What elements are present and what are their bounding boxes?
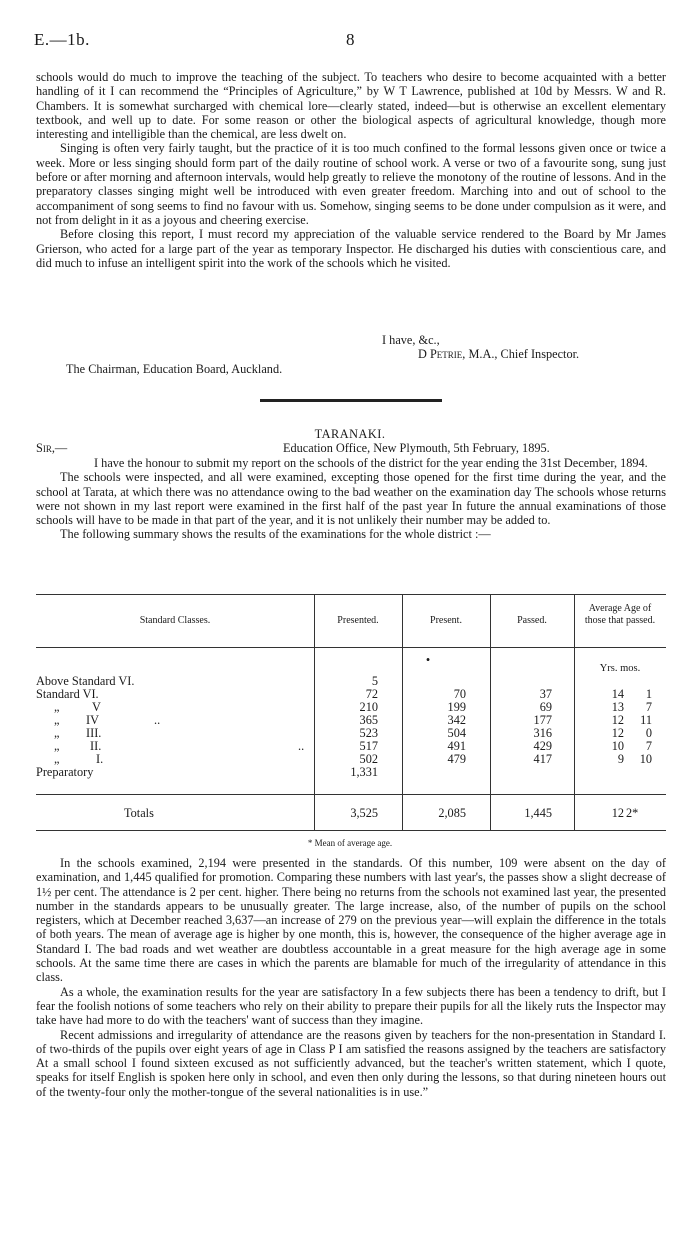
paragraph-inspection: The schools were inspected, and all were examined, excepting those opened for the first time during the year, and the school at Tarata, at which there was no attendance owing to the bad weather on the examination day The schools whose returns were not shown in my last report were examined in the first half of the past year In future the annual examinations of those schools will have to be made in that part of the year, and it is not unlikely their number may be added to. — [36, 470, 666, 528]
row-label: Standard VI. — [36, 687, 99, 701]
total-present: 2,085 — [438, 806, 466, 820]
cell-presented: 210 — [359, 700, 378, 714]
table-bottom-rule — [36, 830, 666, 831]
ditto-mark: „ — [54, 752, 60, 766]
leader-dots: .. — [298, 739, 305, 753]
cell-passed: 69 — [539, 700, 552, 714]
cell-age-years: 14 — [611, 687, 624, 701]
cell-age-years: 13 — [611, 700, 624, 714]
signature-title: , M.A., Chief Inspector. — [462, 347, 580, 361]
present-marker: • — [425, 653, 431, 667]
cell-age-months: 7 — [645, 739, 652, 753]
cell-passed: 429 — [533, 739, 552, 753]
table-footnote: * Mean of average age. — [307, 838, 393, 848]
header-average-age: Average Age of those that passed. — [584, 603, 656, 626]
cell-present: 504 — [447, 726, 466, 740]
cell-presented: 365 — [359, 713, 378, 727]
results-table — [36, 594, 666, 834]
cell-passed: 37 — [539, 687, 552, 701]
paragraph-results: As a whole, the examination results for the year are satisfactory In a few subjects there has been a tendency to drift, but I fear the foolish notions of some teachers who rely on their ability to prepare their pupils for all the likely ruts the Inspector may take have had more to do with the teachers' want of success than they imagine. — [36, 984, 666, 1028]
cell-present: 479 — [447, 752, 466, 766]
section-reference: E.—1b. — [34, 30, 90, 49]
closing-formula: I have, &c., — [382, 333, 440, 347]
cell-presented: 5 — [371, 674, 378, 688]
paragraph-singing: Singing is often very fairly taught, but the practice of it is too much confined to the formal lessons given once or twice a week. More or less singing should form part of the daily routine of school work. A verse or two of a favourite song, sung just before or after morning and afternoon intervals, would help greatly to relieve the monotony of the routine of lessons. And in the preparatory classes singing might well be introduced with even greater freedom. Marching into and out of school to the accompaniment of song seems to find no favour with us. Somehow, singing seems to be done under compulsion as it were, and not from delight in it as a joyous and cheering exercise. — [36, 141, 666, 227]
cell-presented: 523 — [359, 726, 378, 740]
cell-passed: 417 — [533, 752, 552, 766]
taranaki-results-text — [36, 856, 666, 1099]
total-passed: 1,445 — [524, 806, 552, 820]
total-age-years: 12 — [611, 806, 624, 820]
paragraph-admissions: Recent admissions and irregularity of attendance are the reasons given by teachers for the non-presentation in Standard I. of two-thirds of the pupils over eight years of age in Class P I am satisfied the reasons assigned by the teachers are satisfactory At a small school I found sixteen excused as not sufficiently advanced, but the teacher's written statement, which I quote, speaks for itself English is spoken here only in school, and even then only during the lessons, so that during nineteen hours out of the twenty-four only the mother-tongue of the several nationalities is in use.” — [36, 1027, 666, 1099]
page-number: 8 — [346, 30, 355, 49]
header-present: Present. — [430, 615, 462, 626]
header-presented: Presented. — [337, 615, 379, 626]
paragraph-closing: Before closing this report, I must record my appreciation of the valuable service rendered to the Board by Mr James Grierson, who acted for a large part of the year as temporary Inspector. He discharged his duties with conscientious care, and did much to infuse an intelligent spirit into the work of the schools which he visited. — [36, 227, 666, 270]
ditto-mark: „ — [54, 700, 60, 714]
table-totals-rule — [36, 794, 666, 795]
taranaki-intro-text — [36, 456, 666, 542]
leader-dots: .. — [154, 713, 161, 727]
cell-age-months: 11 — [640, 713, 652, 727]
salutation: Sir,— — [36, 441, 68, 455]
totals-label: Totals — [124, 806, 154, 820]
row-label: III. — [86, 726, 102, 740]
total-age-months: 2* — [626, 806, 639, 820]
paragraph-summary-intro: The following summary shows the results of the examinations for the whole district :— — [60, 527, 491, 542]
cell-age-years: 9 — [617, 752, 624, 766]
paragraph-examined: In the schools examined, 2,194 were presented in the standards. Of this number, 109 were absent on the day of examination, and 1,445 qualified for promotion. Comparing these numbers with last year's, the passes show a slight decrease of 1½ per cent. The attendance is 2 per cent. higher. There being no returns from the schools not examined last year, the presented number in the standards appears to be unusually greater. The large increase, also, of the number of pupils on the school registers, which at December reached 3,637—an increase of 279 on the previous year—will explain the difference in the totals of both years. The mean of average age is higher by one month, this is, however, the consequence of the higher average age in Standard I. The bad roads and wet weather are doubtless accountable in a great measure for the high average age in some schools. At the same time there are cases in which the parents are blamable for much of the irregularity of attendance in this class. — [36, 856, 666, 985]
column-divider — [574, 594, 575, 831]
cell-age-months: 7 — [645, 700, 652, 714]
cell-passed: 177 — [533, 713, 552, 727]
cell-present: 491 — [447, 739, 466, 753]
cell-presented: 72 — [365, 687, 378, 701]
ditto-mark: „ — [54, 713, 60, 727]
cell-age-months: 10 — [639, 752, 652, 766]
cell-present: 342 — [447, 713, 466, 727]
ditto-mark: „ — [54, 739, 60, 753]
row-label: I. — [96, 752, 104, 766]
row-label: Above Standard VI. — [36, 674, 135, 688]
cell-age-months: 0 — [645, 726, 652, 740]
paragraph-submit: I have the honour to submit my report on the schools of the district for the year ending the 31st December, 1894. — [94, 456, 648, 470]
header-passed: Passed. — [517, 615, 547, 626]
age-units: Yrs. mos. — [599, 663, 641, 674]
table-header-rule — [36, 647, 666, 648]
signature — [418, 347, 579, 361]
cell-present: 70 — [453, 687, 466, 701]
paragraph-agriculture: schools would do much to improve the teaching of the subject. To teachers who desire to become acquainted with a better handling of it I can recommend the “Principles of Agriculture,” by W T Lawrence, published at 10d by Messrs. W and R. Chambers. It is somewhat surcharged with chemical lore—clearly stated, indeed—but is otherwise an excellent elementary textbook, and well up to date. For some reason or other the biological aspects of agricultural knowledge, though more interesting and intelligible than the chemical, are less dwelt on. — [36, 70, 666, 142]
header-standard-classes: Standard Classes. — [139, 615, 211, 626]
cell-presented: 502 — [359, 752, 378, 766]
cell-age-years: 10 — [611, 739, 624, 753]
cell-presented: 517 — [359, 739, 378, 753]
row-label: Preparatory — [36, 765, 94, 779]
section-divider — [260, 399, 442, 402]
cell-present: 199 — [447, 700, 466, 714]
cell-passed: 316 — [533, 726, 552, 740]
ditto-mark: „ — [54, 726, 60, 740]
row-label: V — [92, 700, 101, 714]
total-presented: 3,525 — [350, 806, 378, 820]
cell-presented: 1,331 — [350, 765, 378, 779]
cell-age-years: 12 — [611, 713, 624, 727]
table-top-rule — [36, 594, 666, 595]
section-title: TARANAKI. — [314, 427, 386, 441]
office-dateline: Education Office, New Plymouth, 5th February, 1895. — [283, 441, 550, 455]
cell-age-years: 12 — [611, 726, 624, 740]
auckland-report-text — [36, 70, 666, 270]
cell-age-months: 1 — [645, 687, 652, 701]
signature-name: D Petrie — [418, 347, 463, 361]
row-label: IV — [86, 713, 99, 727]
addressee: The Chairman, Education Board, Auckland. — [66, 362, 283, 376]
row-label: II. — [90, 739, 102, 753]
